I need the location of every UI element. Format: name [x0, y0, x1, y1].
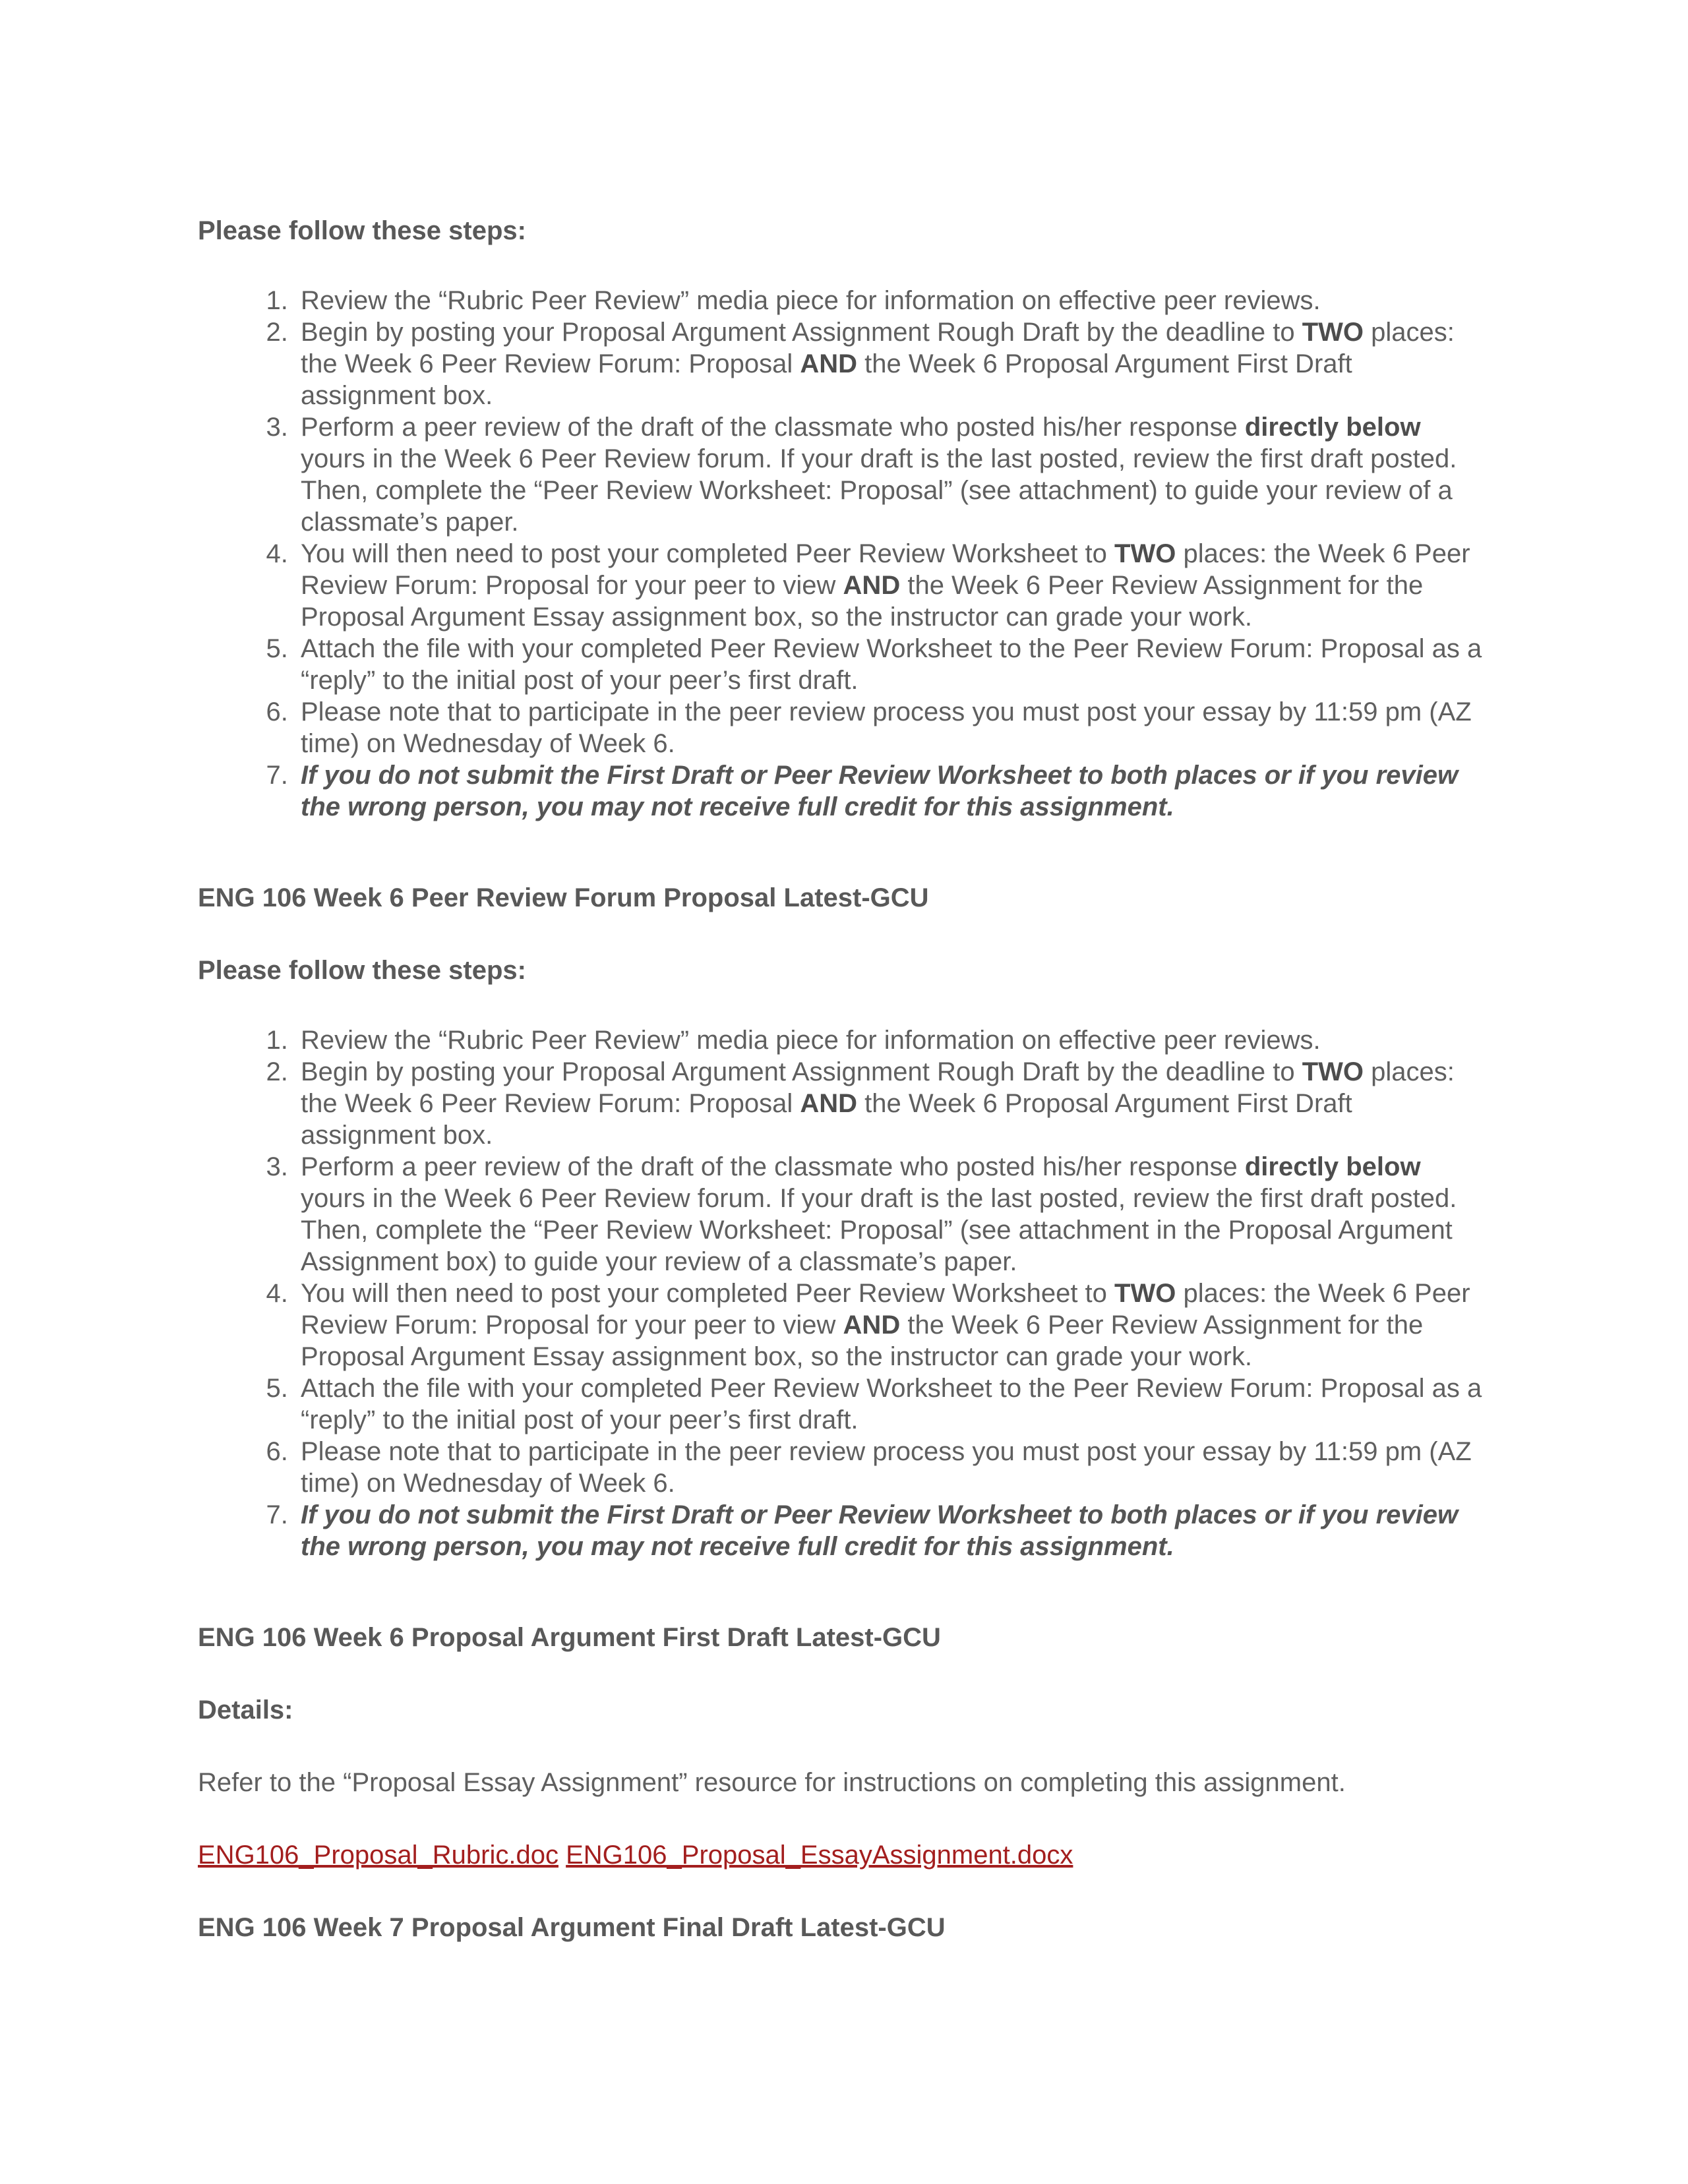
- step-item: [295, 633, 1490, 696]
- step-text: You will then need to post your completed Peer Review Worksheet to: [301, 1279, 1115, 1308]
- rubric-link[interactable]: ENG106_Proposal_Rubric.doc: [198, 1841, 558, 1870]
- step-text: Attach the file with your completed Peer Review Worksheet to the Peer Review Forum: Proposal as a “reply” to the initial post of your peer’s first draft.: [301, 1374, 1482, 1434]
- essay-assignment-link[interactable]: ENG106_Proposal_EssayAssignment.docx: [566, 1841, 1073, 1870]
- step-emphasis: AND: [843, 571, 901, 600]
- step-text: the Week 6 Peer Review Assignment for the Proposal Argument Essay assignment box, so the instructor can grade your work.: [301, 571, 1424, 632]
- step-emphasis: TWO: [1302, 1057, 1364, 1086]
- details-text: Refer to the “Proposal Essay Assignment” resource for instructions on completing this assignment.: [198, 1768, 1346, 1797]
- step-text: You will then need to post your completed Peer Review Worksheet to: [301, 539, 1115, 568]
- attachment-links: [198, 1839, 1490, 1871]
- step-text: Begin by posting your Proposal Argument Assignment Rough Draft by the deadline to: [301, 318, 1302, 347]
- step-warning: If you do not submit the First Draft or Peer Review Worksheet to both places or if you review the wrong person, you may not receive full credit for this assignment.: [301, 761, 1459, 821]
- step-item: [295, 696, 1490, 759]
- step-text: Review the “Rubric Peer Review” media piece for information on effective peer reviews.: [301, 286, 1321, 315]
- step-text: the Week 6 Proposal Argument First Draft assignment box.: [301, 349, 1352, 410]
- steps-list: [198, 1024, 1490, 1562]
- step-text: Begin by posting your Proposal Argument Assignment Rough Draft by the deadline to: [301, 1057, 1302, 1086]
- step-emphasis: AND: [800, 1089, 858, 1118]
- section-title: ENG 106 Week 6 Proposal Argument First Draft Latest-GCU: [198, 1623, 941, 1652]
- step-text: Perform a peer review of the draft of the classmate who posted his/her response: [301, 1152, 1245, 1181]
- step-item: [295, 1436, 1490, 1499]
- step-item: [295, 316, 1490, 411]
- step-text: places: the Week 6 Peer Review Forum: Proposal: [301, 318, 1455, 378]
- step-text: Review the “Rubric Peer Review” media piece for information on effective peer reviews.: [301, 1026, 1321, 1055]
- step-item: [295, 1499, 1490, 1562]
- step-item: [295, 538, 1490, 633]
- step-emphasis: AND: [800, 349, 858, 378]
- steps-list: [198, 285, 1490, 823]
- step-emphasis: TWO: [1114, 1279, 1176, 1308]
- steps-heading: Please follow these steps:: [198, 956, 526, 985]
- step-text: Perform a peer review of the draft of the classmate who posted his/her response: [301, 413, 1245, 442]
- section-title: ENG 106 Week 7 Proposal Argument Final Draft Latest-GCU: [198, 1913, 946, 1942]
- step-text: the Week 6 Peer Review Assignment for the Proposal Argument Essay assignment box, so the instructor can grade your work.: [301, 1311, 1424, 1371]
- step-text: yours in the Week 6 Peer Review forum. If your draft is the last posted, review the first draft posted. Then, complete the “Peer Review Worksheet: Proposal” (see attachment in the Proposal Argument Assignment box) to guide your review of a classmate’s paper.: [301, 1184, 1457, 1276]
- step-text: the Week 6 Proposal Argument First Draft assignment box.: [301, 1089, 1352, 1150]
- step-text: Please note that to participate in the peer review process you must post your essay by 11:59 pm (AZ time) on Wednesday of Week 6.: [301, 1437, 1472, 1498]
- step-item: [295, 1372, 1490, 1436]
- step-text: places: the Week 6 Peer Review Forum: Proposal for your peer to view: [301, 1279, 1470, 1340]
- step-item: [295, 1056, 1490, 1151]
- step-item: [295, 285, 1490, 316]
- step-item: [295, 1278, 1490, 1372]
- step-emphasis: directly below: [1244, 1152, 1421, 1181]
- step-emphasis: TWO: [1114, 539, 1176, 568]
- step-text: places: the Week 6 Peer Review Forum: Proposal: [301, 1057, 1455, 1118]
- step-text: Please note that to participate in the peer review process you must post your essay by 11:59 pm (AZ time) on Wednesday of Week 6.: [301, 697, 1472, 758]
- step-emphasis: TWO: [1302, 318, 1364, 347]
- step-item: [295, 1151, 1490, 1278]
- step-item: [295, 759, 1490, 823]
- step-emphasis: AND: [843, 1311, 901, 1340]
- step-emphasis: directly below: [1244, 413, 1421, 442]
- step-item: [295, 411, 1490, 538]
- details-label: Details:: [198, 1696, 293, 1725]
- step-text: yours in the Week 6 Peer Review forum. If your draft is the last posted, review the first draft posted. Then, complete the “Peer Review Worksheet: Proposal” (see attachment) to guide your review of a classmate’s paper.: [301, 444, 1457, 537]
- step-item: [295, 1024, 1490, 1056]
- step-text: places: the Week 6 Peer Review Forum: Proposal for your peer to view: [301, 539, 1470, 600]
- steps-heading: Please follow these steps:: [198, 216, 526, 245]
- step-text: Attach the file with your completed Peer Review Worksheet to the Peer Review Forum: Proposal as a “reply” to the initial post of your peer’s first draft.: [301, 634, 1482, 695]
- section-title: ENG 106 Week 6 Peer Review Forum Proposal Latest-GCU: [198, 883, 929, 912]
- step-warning: If you do not submit the First Draft or Peer Review Worksheet to both places or if you review the wrong person, you may not receive full credit for this assignment.: [301, 1500, 1459, 1561]
